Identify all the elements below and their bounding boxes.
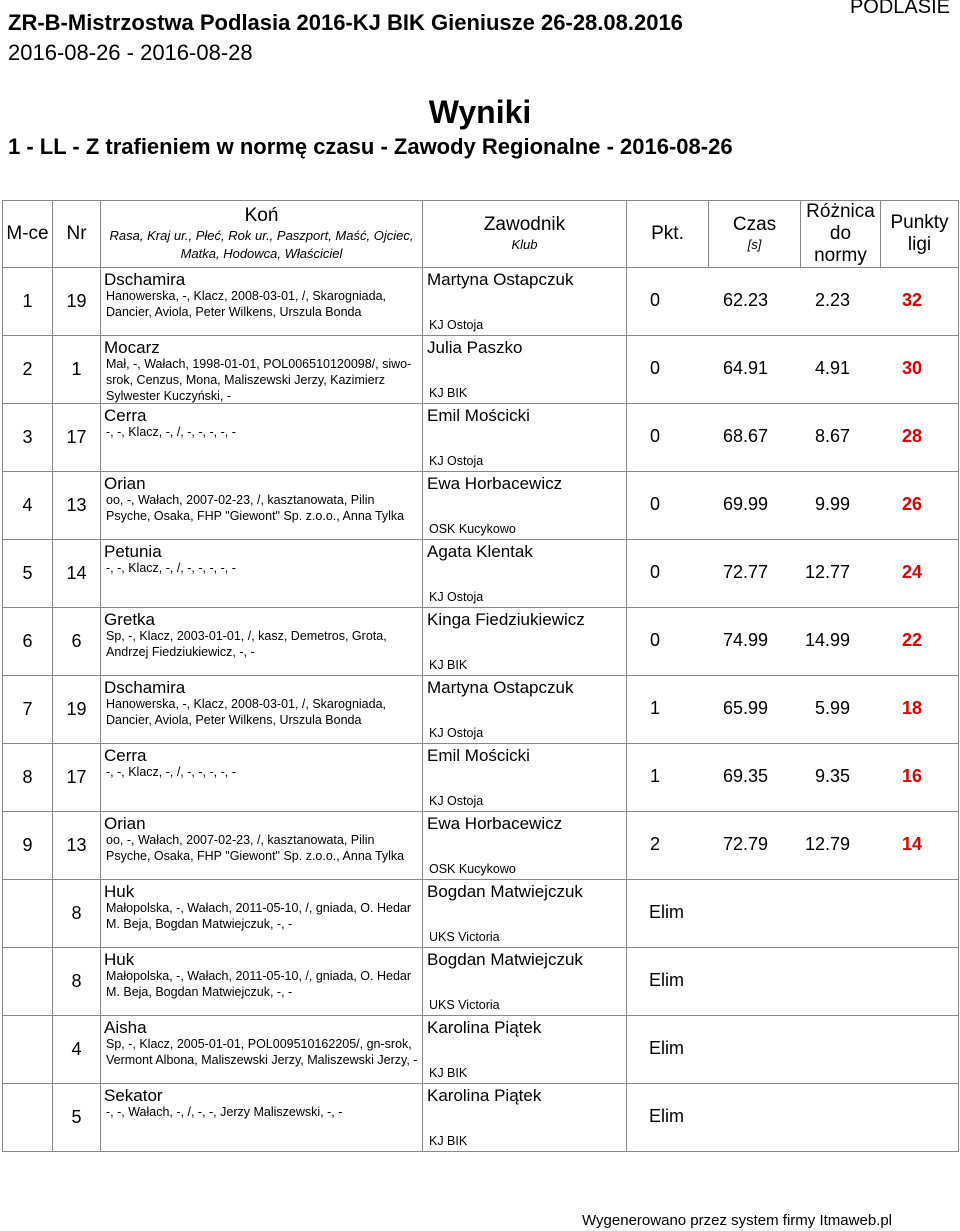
horse-name: Orian <box>104 473 146 493</box>
header-place: M-ce <box>3 201 53 268</box>
elimination-status: Elim <box>649 1105 684 1126</box>
horse-cell <box>101 403 423 471</box>
rider-name: Bogdan Matwiejczuk <box>427 881 583 901</box>
rider-name: Emil Mościcki <box>427 405 530 425</box>
horse-name: Huk <box>104 949 135 969</box>
place-cell <box>3 947 53 1015</box>
header-league-points: Punkty ligi <box>881 201 959 268</box>
horse-name: Dschamira <box>104 677 186 697</box>
penalty-points: 2 <box>649 833 660 854</box>
horse-name: Petunia <box>104 541 162 561</box>
horse-name: Aisha <box>104 1017 147 1037</box>
rider-name: Karolina Piątek <box>427 1085 542 1105</box>
result-cell <box>627 607 959 675</box>
horse-details: Mał, -, Wałach, 1998-01-01, POL006510120098/, siwo-srok, Cenzus, Mona, Maliszewski Jerzy, Kazimierz Sylwester Kuczyński, - <box>106 356 412 403</box>
league-points: 26 <box>901 493 922 514</box>
league-points: 14 <box>901 833 922 854</box>
horse-details: Małopolska, -, Wałach, 2011-05-10, /, gniada, O. Hedar M. Beja, Bogdan Matwiejczuk, -, - <box>106 968 412 999</box>
horse-details: Hanowerska, -, Klacz, 2008-03-01, /, Skarogniada, Dancier, Aviola, Peter Wilkens, Urszula Bonda <box>106 696 387 727</box>
place-cell <box>3 1083 53 1151</box>
result-cell <box>627 403 959 471</box>
rider-cell <box>423 879 627 947</box>
horse-details: oo, -, Wałach, 2007-02-23, /, kasztanowata, Pilin Psyche, Osaka, FHP "Giewont" Sp. z.o.o., Anna Tylka <box>106 492 405 523</box>
header-nr: Nr <box>53 201 101 268</box>
horse-cell <box>101 1083 423 1151</box>
time-difference: 9.99 <box>814 493 850 514</box>
rider-club: KJ Ostoja <box>429 589 484 604</box>
start-number-cell: 8 <box>53 947 101 1015</box>
league-points: 16 <box>901 765 922 786</box>
horse-cell <box>101 1015 423 1083</box>
horse-details: -, -, Klacz, -, /, -, -, -, -, - <box>106 560 236 575</box>
page-heading: Wyniki <box>428 94 532 130</box>
rider-cell <box>423 743 627 811</box>
rider-name: Emil Mościcki <box>427 745 530 765</box>
table-row <box>3 1015 959 1083</box>
start-number-cell: 8 <box>53 879 101 947</box>
result-cell <box>627 811 959 879</box>
horse-name: Gretka <box>104 609 156 629</box>
table-row <box>3 947 959 1015</box>
event-dates: 2016-08-26 - 2016-08-28 <box>8 40 253 65</box>
rider-cell <box>423 1083 627 1151</box>
horse-name: Orian <box>104 813 146 833</box>
penalty-points: 0 <box>649 425 660 446</box>
rider-name: Ewa Horbacewicz <box>427 813 563 833</box>
place-cell: 1 <box>3 267 53 335</box>
time-difference: 8.67 <box>814 425 850 446</box>
time-value: 68.67 <box>722 425 768 446</box>
time-value: 62.23 <box>722 289 768 310</box>
rider-club: KJ BIK <box>429 385 468 400</box>
time-difference: 2.23 <box>814 289 850 310</box>
place-cell: 8 <box>3 743 53 811</box>
table-header-row <box>3 201 959 268</box>
league-points: 32 <box>901 289 922 310</box>
rider-cell <box>423 539 627 607</box>
horse-details: Hanowerska, -, Klacz, 2008-03-01, /, Skarogniada, Dancier, Aviola, Peter Wilkens, Urszula Bonda <box>106 288 387 319</box>
place-cell <box>3 1015 53 1083</box>
place-cell: 4 <box>3 471 53 539</box>
place-cell <box>3 879 53 947</box>
table-row <box>3 879 959 947</box>
horse-cell <box>101 743 423 811</box>
horse-cell <box>101 471 423 539</box>
results-table <box>2 200 959 1152</box>
table-row <box>3 675 959 743</box>
rider-cell <box>423 471 627 539</box>
header-time-sub: [s] <box>747 236 762 252</box>
place-cell: 6 <box>3 607 53 675</box>
rider-club: KJ Ostoja <box>429 725 484 740</box>
time-value: 69.99 <box>722 493 768 514</box>
time-value: 65.99 <box>722 697 768 718</box>
elimination-status: Elim <box>649 901 684 922</box>
place-cell: 5 <box>3 539 53 607</box>
header-rider-sub: Klub <box>511 236 538 252</box>
rider-club: UKS Victoria <box>429 929 500 944</box>
header-horse: Koń Rasa, Kraj ur., Płeć, Rok ur., Paszport, Maść, Ojciec, Matka, Hodowca, Właściciel <box>101 201 423 268</box>
rider-name: Agata Klentak <box>427 541 533 561</box>
start-number-cell: 19 <box>53 675 101 743</box>
place-cell: 7 <box>3 675 53 743</box>
result-cell <box>627 471 959 539</box>
rider-club: KJ BIK <box>429 657 468 672</box>
header-diff: Różnica do normy <box>801 201 881 268</box>
penalty-points: 0 <box>649 561 660 582</box>
place-cell: 9 <box>3 811 53 879</box>
time-value: 72.79 <box>722 833 768 854</box>
result-cell <box>627 879 959 947</box>
horse-cell <box>101 675 423 743</box>
rider-name: Ewa Horbacewicz <box>427 473 563 493</box>
horse-name: Cerra <box>104 405 147 425</box>
result-cell <box>627 675 959 743</box>
start-number-cell: 1 <box>53 335 101 403</box>
penalty-points: 1 <box>649 697 660 718</box>
penalty-points: 0 <box>649 357 660 378</box>
event-title: ZR-B-Mistrzostwa Podlasia 2016-KJ BIK Gieniusze 26-28.08.2016 <box>8 10 683 35</box>
start-number-cell: 13 <box>53 811 101 879</box>
result-cell <box>627 267 959 335</box>
rider-name: Martyna Ostapczuk <box>427 677 574 697</box>
time-difference: 4.91 <box>814 357 850 378</box>
horse-details: -, -, Wałach, -, /, -, -, Jerzy Maliszewski, -, - <box>106 1104 343 1119</box>
rider-cell <box>423 335 627 403</box>
start-number-cell: 5 <box>53 1083 101 1151</box>
rider-cell <box>423 675 627 743</box>
league-points: 28 <box>901 425 922 446</box>
footer-credit: Wygenerowano przez system firmy Itmaweb.pl <box>582 1212 892 1229</box>
rider-name: Karolina Piątek <box>427 1017 542 1037</box>
rider-club: KJ Ostoja <box>429 793 484 808</box>
time-difference: 12.77 <box>804 561 850 582</box>
result-cell <box>627 335 959 403</box>
table-row <box>3 403 959 471</box>
header-rider: Zawodnik Klub <box>423 201 627 268</box>
horse-name: Huk <box>104 881 135 901</box>
horse-cell <box>101 947 423 1015</box>
time-value: 69.35 <box>722 765 768 786</box>
horse-cell <box>101 607 423 675</box>
horse-cell <box>101 267 423 335</box>
rider-club: OSK Kucykowo <box>429 861 516 876</box>
rider-name: Julia Paszko <box>427 337 523 357</box>
header-time: Czas [s] <box>709 201 801 268</box>
start-number-cell: 13 <box>53 471 101 539</box>
time-value: 64.91 <box>722 357 768 378</box>
rider-cell <box>423 607 627 675</box>
place-cell: 3 <box>3 403 53 471</box>
table-row <box>3 607 959 675</box>
start-number-cell: 14 <box>53 539 101 607</box>
time-difference: 5.99 <box>814 697 850 718</box>
rider-cell <box>423 267 627 335</box>
horse-cell <box>101 539 423 607</box>
league-points: 30 <box>901 357 922 378</box>
horse-details: oo, -, Wałach, 2007-02-23, /, kasztanowata, Pilin Psyche, Osaka, FHP "Giewont" Sp. z.o.o., Anna Tylka <box>106 832 405 863</box>
time-value: 74.99 <box>722 629 768 650</box>
penalty-points: 0 <box>649 493 660 514</box>
horse-cell <box>101 335 423 403</box>
horse-name: Dschamira <box>104 269 186 289</box>
horse-details: Małopolska, -, Wałach, 2011-05-10, /, gniada, O. Hedar M. Beja, Bogdan Matwiejczuk, -, - <box>106 900 412 931</box>
horse-details: Sp, -, Klacz, 2003-01-01, /, kasz, Demetros, Grota, Andrzej Fiedziukiewicz, -, - <box>106 628 387 659</box>
rider-club: KJ Ostoja <box>429 317 484 332</box>
rider-name: Martyna Ostapczuk <box>427 269 574 289</box>
horse-cell <box>101 811 423 879</box>
rider-club: KJ BIK <box>429 1133 468 1148</box>
time-difference: 9.35 <box>814 765 850 786</box>
result-cell <box>627 1015 959 1083</box>
table-row <box>3 471 959 539</box>
rider-name: Bogdan Matwiejczuk <box>427 949 583 969</box>
rider-cell <box>423 811 627 879</box>
table-row <box>3 743 959 811</box>
penalty-points: 1 <box>649 765 660 786</box>
start-number-cell: 17 <box>53 403 101 471</box>
table-row <box>3 335 959 403</box>
rider-club: KJ Ostoja <box>429 453 484 468</box>
penalty-points: 0 <box>649 289 660 310</box>
header-pkt: Pkt. <box>627 201 709 268</box>
start-number-cell: 17 <box>53 743 101 811</box>
start-number-cell: 19 <box>53 267 101 335</box>
competition-title: 1 - LL - Z trafieniem w normę czasu - Zawody Regionalne - 2016-08-26 <box>8 134 733 159</box>
time-value: 72.77 <box>722 561 768 582</box>
rider-club: UKS Victoria <box>429 997 500 1012</box>
league-points: 24 <box>901 561 922 582</box>
result-cell <box>627 743 959 811</box>
time-difference: 14.99 <box>804 629 850 650</box>
result-cell <box>627 539 959 607</box>
elimination-status: Elim <box>649 1037 684 1058</box>
table-row <box>3 267 959 335</box>
horse-details: -, -, Klacz, -, /, -, -, -, -, - <box>106 764 236 779</box>
penalty-points: 0 <box>649 629 660 650</box>
elimination-status: Elim <box>649 969 684 990</box>
horse-name: Cerra <box>104 745 147 765</box>
horse-name: Sekator <box>104 1085 163 1105</box>
rider-cell <box>423 947 627 1015</box>
rider-name: Kinga Fiedziukiewicz <box>427 609 585 629</box>
result-cell <box>627 947 959 1015</box>
start-number-cell: 4 <box>53 1015 101 1083</box>
table-row <box>3 539 959 607</box>
horse-details: Sp, -, Klacz, 2005-01-01, POL009510162205/, gn-srok, Vermont Albona, Maliszewski Jerzy, Maliszewski Jerzy, - <box>106 1036 418 1067</box>
league-points: 22 <box>901 629 922 650</box>
league-points: 18 <box>901 697 922 718</box>
rider-club: KJ BIK <box>429 1065 468 1080</box>
region-label: PODLASIE <box>849 0 950 18</box>
result-cell <box>627 1083 959 1151</box>
table-row <box>3 1083 959 1151</box>
header-horse-sub: Rasa, Kraj ur., Płeć, Rok ur., Paszport, Maść, Ojciec, Matka, Hodowca, Właściciel <box>109 228 414 261</box>
rider-cell <box>423 1015 627 1083</box>
start-number-cell: 6 <box>53 607 101 675</box>
time-difference: 12.79 <box>804 833 850 854</box>
rider-cell <box>423 403 627 471</box>
place-cell: 2 <box>3 335 53 403</box>
rider-club: OSK Kucykowo <box>429 521 516 536</box>
horse-details: -, -, Klacz, -, /, -, -, -, -, - <box>106 424 236 439</box>
horse-name: Mocarz <box>104 337 160 357</box>
table-row <box>3 811 959 879</box>
horse-cell <box>101 879 423 947</box>
